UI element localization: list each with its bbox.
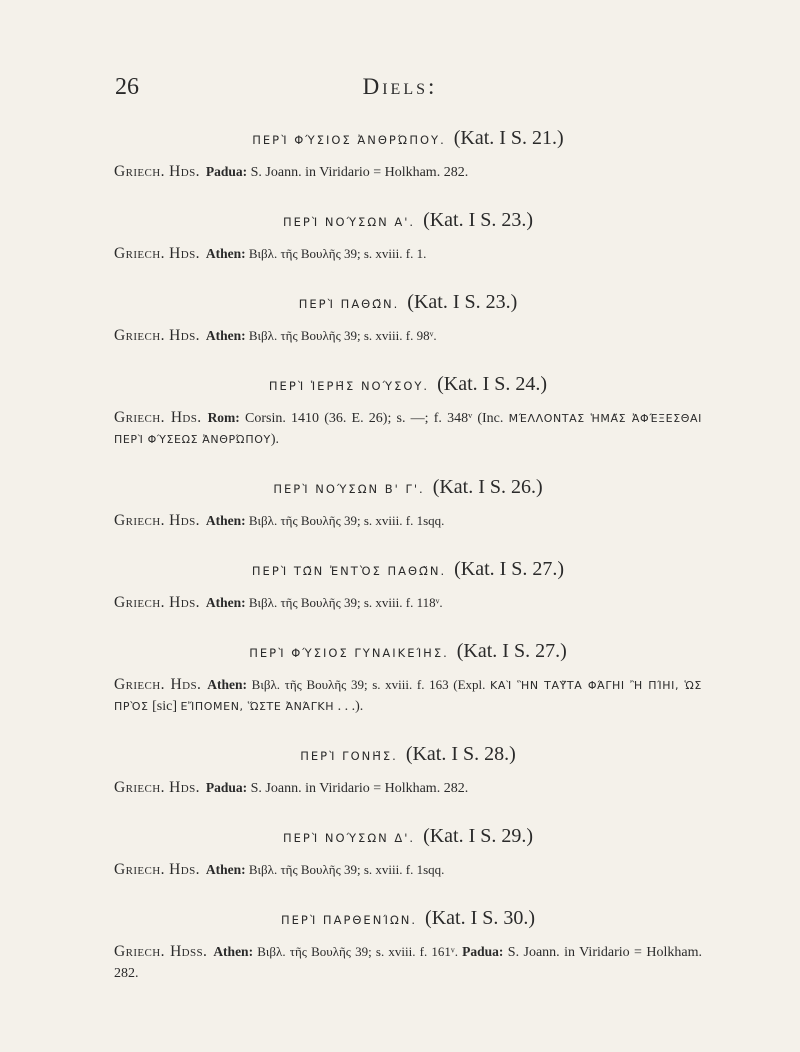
catalog-entry <box>114 290 702 347</box>
entry-catalog-ref: (Kat. I S. 21.) <box>453 127 564 149</box>
entry-catalog-ref: (Kat. I S. 23.) <box>407 291 518 313</box>
entry-body <box>114 777 702 799</box>
entry-manuscript-label: Griech. Hds. <box>114 512 200 529</box>
entry-body <box>114 510 702 532</box>
entry-location: Padua: <box>462 944 504 959</box>
entry-title <box>114 742 702 768</box>
catalog-entry <box>114 475 702 532</box>
entry-catalog-ref: (Kat. I S. 30.) <box>425 907 536 929</box>
entry-manuscript-label: Griech. Hds. <box>114 861 200 878</box>
entry-shelfmark: Βιβλ. τῆς Βουλῆς 39; s. xviii. f. 1. <box>245 246 427 261</box>
entry-location: Athen: <box>205 328 246 343</box>
entry-greek-quote: ΜΈΛΛΟΝΤΑΣ ἩΜΑ͂Σ ἈΦΈΞΕΣΘΑΙ ΠΕΡῚ ΦΎΣΕΩΣ ἈΝΘΡΏΠΟΥ <box>114 412 703 446</box>
entry-location: Athen: <box>205 246 246 261</box>
entry-text: S. Joann. in Viridario = Holkham. 282. <box>247 781 469 796</box>
entry-title-greek: ΠΕΡῚ ΦΎΣΙΟΣ ἈΝΘΡΏΠΟΥ. <box>252 133 446 147</box>
entry-title <box>114 906 702 932</box>
entry-text: S. Joann. in Viridario = Holkham. 282. <box>114 945 702 981</box>
entry-shelfmark: Βιβλ. τῆς Βουλῆς 39; s. xviii. f. 1sqq. <box>245 513 445 528</box>
entry-location: Padua: <box>205 780 248 795</box>
entry-title-greek: ΠΕΡῚ ΝΟΎΣΩΝ Α'. <box>282 215 416 229</box>
entry-title <box>114 639 702 665</box>
entry-shelfmark: Βιβλ. τῆς Βουλῆς 39; s. xviii. f. 98ᵛ. <box>245 328 437 343</box>
entry-title-greek: ΠΕΡῚ ΝΟΎΣΩΝ Β' Γ'. <box>273 482 425 496</box>
entry-catalog-ref: (Kat. I S. 27.) <box>454 558 565 580</box>
entry-location: Athen: <box>205 595 246 610</box>
entry-manuscript-label: Griech. Hdss. <box>114 943 208 960</box>
entry-title-greek: ΠΕΡῚ ΦΎΣΙΟΣ ΓΥΝΑΙΚΕΊΗΣ. <box>249 646 449 660</box>
entry-catalog-ref: (Kat. I S. 27.) <box>456 640 567 662</box>
entry-body <box>114 859 702 881</box>
catalog-entries <box>114 126 702 1009</box>
catalog-entry <box>114 557 702 614</box>
page-header <box>0 74 800 110</box>
entry-text: . . .). <box>334 699 364 714</box>
entry-title <box>114 824 702 850</box>
entry-body <box>114 941 702 984</box>
entry-body <box>114 325 702 347</box>
entry-location: Athen: <box>205 513 246 528</box>
entry-manuscript-label: Griech. Hds. <box>114 327 200 344</box>
entry-title <box>114 126 702 152</box>
entry-title <box>114 372 702 398</box>
entry-catalog-ref: (Kat. I S. 23.) <box>423 209 534 231</box>
entry-shelfmark: Βιβλ. τῆς Βουλῆς 39; s. xviii. f. 1sqq. <box>245 862 445 877</box>
entry-manuscript-label: Griech. Hds. <box>114 163 200 180</box>
entry-title-greek: ΠΕΡῚ ΠΑΘΩ͂Ν. <box>298 297 400 311</box>
catalog-entry <box>114 742 702 799</box>
entry-body <box>114 407 702 450</box>
entry-catalog-ref: (Kat. I S. 24.) <box>437 373 548 395</box>
entry-title <box>114 208 702 234</box>
entry-body <box>114 243 702 265</box>
entry-title <box>114 557 702 583</box>
entry-greek-quote: ΚΑῚ ἫΝ ΤΑΥ͂ΤΑ ΦΆΓΗΙ Ἢ ΠΊΗΙ, ὩΣ ΠΡῸΣ <box>114 679 702 713</box>
entry-body <box>114 161 702 183</box>
entry-title-greek: ΠΕΡῚ ΓΟΝΗ͂Σ. <box>300 749 398 763</box>
entry-title-greek: ΠΕΡῚ ἹΕΡΗ͂Σ ΝΟΎΣΟΥ. <box>268 379 430 393</box>
entry-location: Athen: <box>213 944 254 959</box>
entry-shelfmark: Βιβλ. τῆς Βουλῆς 39; s. xviii. f. 118ᵛ. <box>245 595 443 610</box>
entry-text: [sic] <box>148 699 181 714</box>
entry-location: Athen: <box>207 677 248 692</box>
entry-shelfmark: Βιβλ. τῆς Βουλῆς 39; s. xviii. f. 161ᵛ. <box>253 944 463 959</box>
catalog-entry <box>114 372 702 450</box>
entry-title <box>114 290 702 316</box>
entry-location: Athen: <box>205 862 246 877</box>
entry-greek-quote: ΕἼΠΟΜΕΝ, ὭΣΤΕ ἈΝΆΓΚΗ <box>180 700 335 713</box>
entry-text: Corsin. 1410 (36. E. 26); s. —; f. 348ᵛ (Inc. <box>239 411 509 426</box>
entry-location: Padua: <box>205 164 248 179</box>
catalog-entry <box>114 208 702 265</box>
entry-location: Rom: <box>207 410 240 425</box>
entry-title-greek: ΠΕΡῚ ΝΟΎΣΩΝ Δ'. <box>282 831 416 845</box>
entry-body <box>114 674 702 717</box>
entry-manuscript-label: Griech. Hds. <box>114 594 200 611</box>
entry-title-greek: ΠΕΡῚ ΠΑΡΘΕΝΊΩΝ. <box>280 913 418 927</box>
entry-title <box>114 475 702 501</box>
entry-body <box>114 592 702 614</box>
catalog-entry <box>114 639 702 717</box>
entry-catalog-ref: (Kat. I S. 26.) <box>432 476 543 498</box>
entry-manuscript-label: Griech. Hds. <box>114 676 202 693</box>
running-head: Diels: <box>362 74 438 99</box>
entry-manuscript-label: Griech. Hds. <box>114 245 200 262</box>
entry-title-greek: ΠΕΡῚ ΤΩ͂Ν ἘΝΤῸΣ ΠΑΘΩ͂Ν. <box>251 564 447 578</box>
catalog-entry <box>114 906 702 984</box>
entry-catalog-ref: (Kat. I S. 29.) <box>423 825 534 847</box>
entry-text: S. Joann. in Viridario = Holkham. 282. <box>247 165 469 180</box>
entry-shelfmark: Βιβλ. τῆς Βουλῆς 39; s. xviii. f. 163 (Expl. <box>247 677 491 692</box>
catalog-entry <box>114 824 702 881</box>
entry-manuscript-label: Griech. Hds. <box>114 779 200 796</box>
catalog-entry <box>114 126 702 183</box>
entry-catalog-ref: (Kat. I S. 28.) <box>405 743 516 765</box>
entry-manuscript-label: Griech. Hds. <box>114 409 202 426</box>
entry-text: ). <box>270 432 280 447</box>
page-number: 26 <box>115 74 139 100</box>
